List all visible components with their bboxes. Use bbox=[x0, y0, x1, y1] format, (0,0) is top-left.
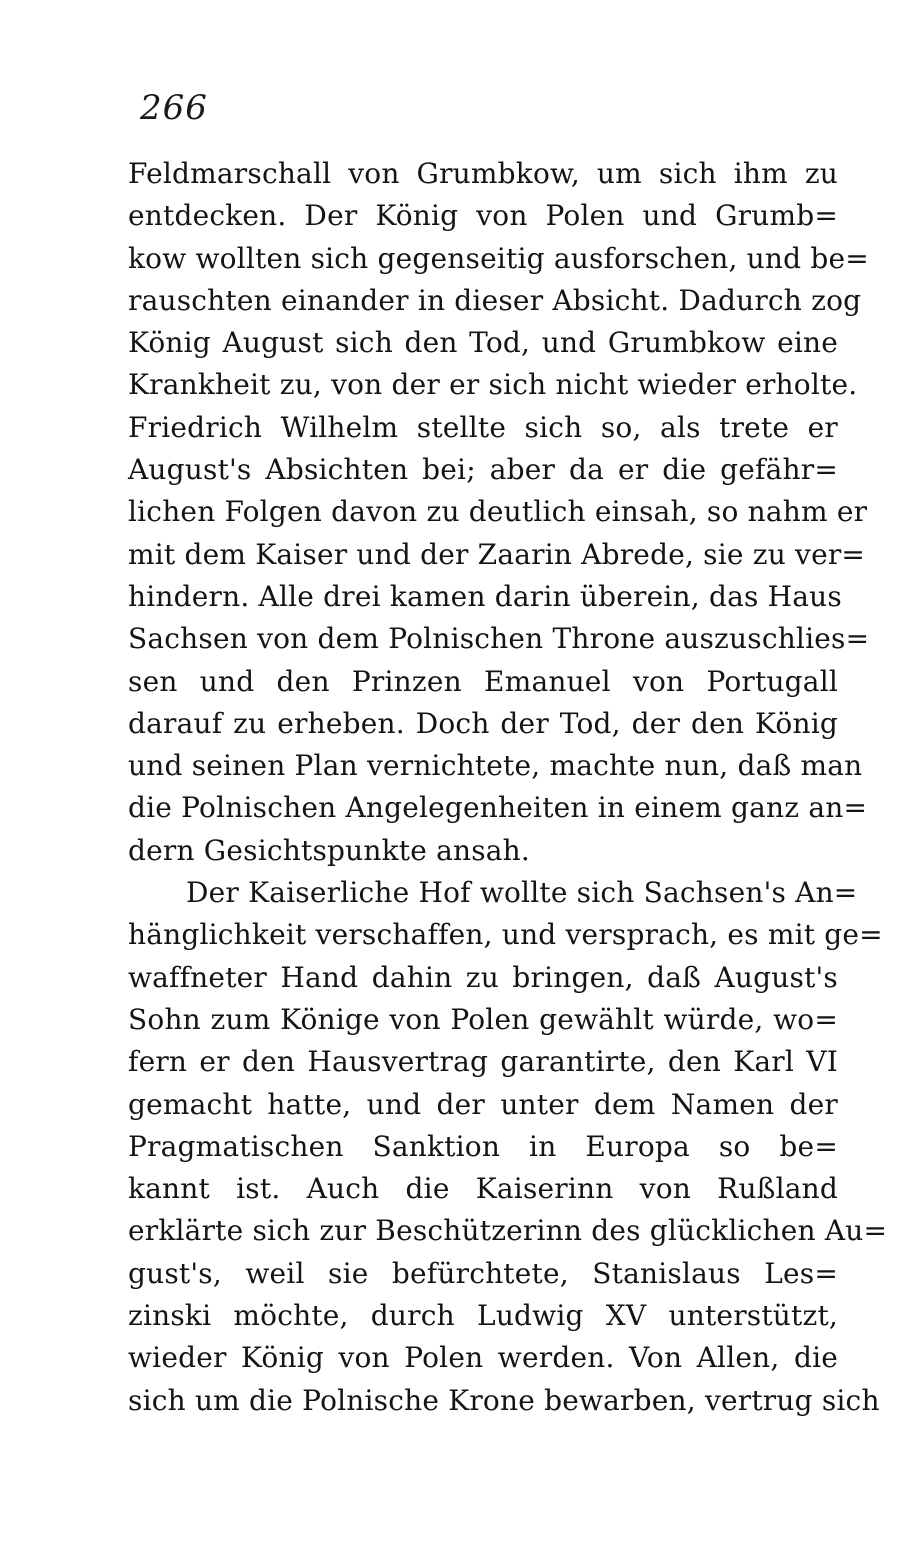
text-line: sich um die Polnische Krone bewarben, vertrug sich bbox=[128, 1383, 880, 1417]
body-text bbox=[128, 153, 888, 1422]
page-number: 266 bbox=[140, 88, 208, 128]
paragraph-start-line: Der Kaiserliche Hof wollte sich Sachsen's An= bbox=[186, 876, 858, 910]
text-line: fern er den Hausvertrag garantirte, den Karl VI bbox=[128, 1045, 838, 1079]
text-line: entdecken. Der König von Polen und Grumb= bbox=[128, 199, 838, 233]
text-line: Sachsen von dem Polnischen Throne auszuschlies= bbox=[128, 622, 870, 656]
text-line: gust's, weil sie befürchtete, Stanislaus Les= bbox=[128, 1256, 838, 1290]
text-line: hänglichkeit verschaffen, und versprach, es mit ge= bbox=[128, 918, 883, 952]
text-line: August's Absichten bei; aber da er die gefähr= bbox=[128, 453, 838, 487]
text-line: Krankheit zu, von der er sich nicht wieder erholte. bbox=[128, 368, 858, 402]
text-line: Feldmarschall von Grumbkow, um sich ihm zu bbox=[128, 157, 838, 190]
text-line: Sohn zum Könige von Polen gewählt würde, wo= bbox=[128, 1002, 838, 1036]
text-line: Friedrich Wilhelm stellte sich so, als trete er bbox=[128, 410, 838, 444]
text-line: und seinen Plan vernichtete, machte nun, daß man bbox=[128, 749, 863, 783]
text-line: wieder König von Polen werden. Von Allen, die bbox=[128, 1341, 838, 1375]
text-line: lichen Folgen davon zu deutlich einsah, so nahm er bbox=[128, 495, 868, 529]
text-line: sen und den Prinzen Emanuel von Portugall bbox=[128, 664, 838, 698]
text-line: kow wollten sich gegenseitig ausforschen, und be= bbox=[128, 241, 869, 275]
text-line: erklärte sich zur Beschützerinn des glücklichen Au= bbox=[128, 1214, 888, 1248]
text-line: waffneter Hand dahin zu bringen, daß August's bbox=[128, 960, 838, 994]
text-line: darauf zu erheben. Doch der Tod, der den König bbox=[128, 706, 838, 740]
text-line: zinski möchte, durch Ludwig XV unterstützt, bbox=[128, 1299, 838, 1333]
paragraph-end-line: dern Gesichtspunkte ansah. bbox=[128, 833, 531, 867]
text-line: Pragmatischen Sanktion in Europa so be= bbox=[128, 1129, 838, 1163]
text-line: rauschten einander in dieser Absicht. Dadurch zog bbox=[128, 283, 862, 317]
text-line: die Polnischen Angelegenheiten in einem ganz an= bbox=[128, 791, 868, 825]
text-line: König August sich den Tod, und Grumbkow eine bbox=[128, 326, 838, 360]
text-line: kannt ist. Auch die Kaiserinn von Rußland bbox=[128, 1172, 838, 1206]
text-line: mit dem Kaiser und der Zaarin Abrede, sie zu ver= bbox=[128, 537, 866, 571]
text-line: gemacht hatte, und der unter dem Namen der bbox=[128, 1087, 838, 1121]
text-line: hindern. Alle drei kamen darin überein, das Haus bbox=[128, 579, 842, 613]
